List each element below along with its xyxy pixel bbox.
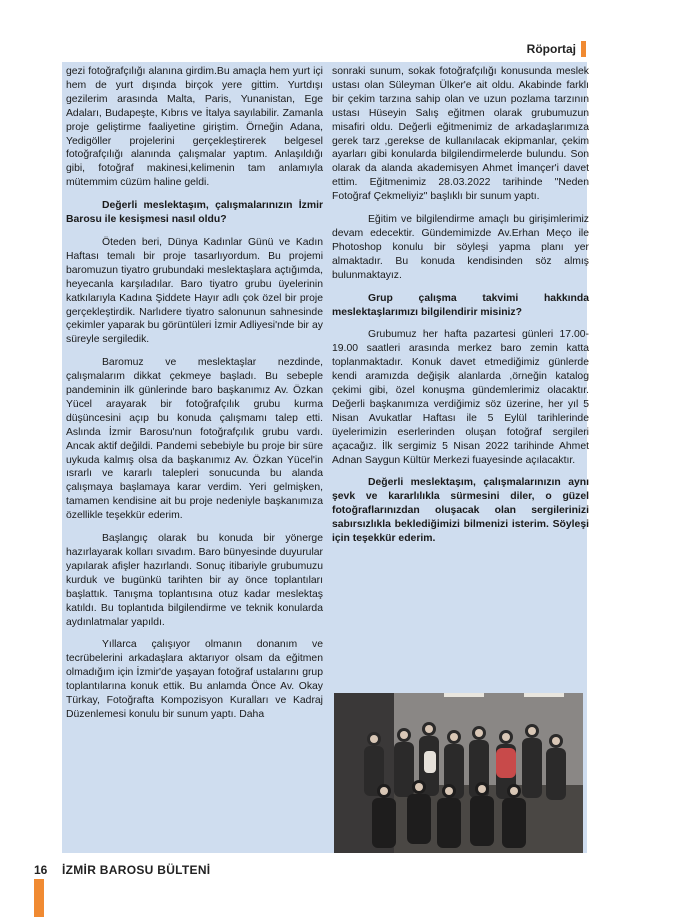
paragraph: sonraki sunum, sokak fotoğrafçılığı konusunda meslek ustası olan Süleyman Ülker'e ait oldu. Akabinde farklı bir çekim tarzına sahip olan ve uzun pozlama tarzının ustası Hüseyin Salış eğitmen olarak grubumuzun misafiri oldu. Değerli eğitmenimiz de arkadaşlarımıza gerek tarz ,gerekse de kullanılacak ekipmanlar, çekim ayarları gibi konularda bilgilendirmelerde bulundu. Son olarak da alanda akademisyen Ahmet İmançer'i davet ettim. Eğitmenimiz 28.03.2022 tarihinde "Neden Fotoğraf Çekmeliyiz" başlıklı bir sunum yaptı.: [332, 66, 589, 203]
paragraph: gezi fotoğrafçılığı alanına girdim.Bu amaçla hem yurt içi hem de yurt dışında birçok yere gittim. Yurtdışı gezilerim arasında Malta, Paris, Yunanistan, Ege Adaları, Budapeşte, Kıbrıs ve İtalya sayılabilir. Zamanla proje geliştirme faaliyetine giriştim. Örneğin Adana, Yedigöller projelerini gerçekleştirerek belgesel fotoğrafçılığı alanında çalışmalar yaptım. Anlaşıldığı gibi, fotoğraf makinesi,kelimenin tam anlamıyla mütemmim cüzüm haline geldi.: [66, 66, 323, 189]
people-silhouettes: [334, 693, 583, 853]
section-label: Röportaj: [526, 42, 576, 56]
publication-title: İZMİR BAROSU BÜLTENİ: [62, 863, 211, 877]
closing-remark: Değerli meslektaşım, çalışmalarınızın aynı şevk ve kararlılıkla sürmesini diler, o güzel fotoğraflarınızdan oluşacak olan sergilerinizi sabırsızlıkla beklediğimizi bilmenizi isterim. Söyleşi için teşekkür ederim.: [332, 477, 589, 545]
page-number: 16: [34, 863, 48, 877]
paragraph: Eğitim ve bilgilendirme amaçlı bu girişimlerimiz devam edecektir. Gündemimizde Av.Erhan Meço ile Photoshop konulu bir söyleşi yapma planı yer almaktadır. Bu konuda kendisinden söz almış bulunmaktayız.: [332, 214, 589, 281]
article-column-left: [66, 65, 323, 731]
paragraph: Başlangıç olarak bu konuda bir yönerge hazırlayarak kolları sıvadım. Baro bünyesinde duyurular yapılarak afişler hazırlandı. Sonuç itibariyle grubumuzu kurduk ve bugünkü tarihten bir ay önce toplantıları başlattık. Tanışma toplantısına otuz kadar meslektaş katıldı. Bu toplantıda bilgilendirme ve teknik konularda aydınlatmalar yapıldı.: [66, 533, 323, 628]
interview-question: Grup çalışma takvimi hakkında meslektaşlarımızı bilgilendirir misiniz?: [332, 292, 589, 318]
paragraph: Öteden beri, Dünya Kadınlar Günü ve Kadın Haftası temalı bir proje tasarlıyordum. Bu projemi baromuzun tiyatro grubundaki meslektaşlara açtığımda, heyecanla karşıladılar. Baro tiyatro grubu üyelerinin katkılarıyla Kadına Şiddete Hayır adlı çok özel bir proje gerçekleştirdik. Narlıdere tiyatro salonunun sahnesinde çekimler yaparak bu görüntüleri İzmir Adliyesi'nde bir ay süreyle sergiledik.: [66, 236, 323, 346]
article-column-right: [332, 65, 589, 555]
section-accent-bar: [581, 41, 586, 57]
footer-accent-bar: [34, 879, 44, 917]
interview-question: Değerli meslektaşım, çalışmalarınızın İzmir Barosu ile kesişmesi nasıl oldu?: [66, 200, 323, 226]
group-photo: [334, 693, 583, 853]
paragraph: Grubumuz her hafta pazartesi günleri 17.00-19.00 saatleri arasında merkez baro zemin katta toplanmaktadır. Konuk davet etmediğimiz günlerde kendi aramızda değişik alanlarda ,örneğin katalog çekimi gibi, özel konuşma gündemlerimiz olacaktır. Değerli başkanımıza verdiğimiz söz üzerine, her yıl 5 Nisan Avukatlar Haftası ile 5 Eylül tarihlerinde üyelerimizin eserlerinden oluşan fotoğraf sergileri açacağız. İlk sergimiz 5 Nisan 2022 tarihinde Ahmet Adnan Saygun Kültür Merkezi fuayesinde açılacaktır.: [332, 329, 589, 466]
paragraph: Yıllarca çalışıyor olmanın donanım ve tecrübelerini arkadaşlara aktarıyor olsam da eğitmen olmadığım için İzmir'de yaşayan fotoğraf ustalarını grup toplantılarına konuk ettik. Bu anlamda Önce Av. Okay Türkay, Fotoğrafta Kompozisyon Kuralları ve Kadraj Düzenlemesi konulu bir sunum yaptı. Daha: [66, 639, 323, 720]
paragraph: Baromuz ve meslektaşlar nezdinde, çalışmalarım dikkat çekmeye başladı. Bu sebeple pandeminin ilk günlerinde baro başkanımız Av. Özkan Yücel arayarak bir fotoğrafçılık grubu kurma düşüncesini açıp bu konuda çalışmamı talep etti. Aslında İzmir Barosu'nun fotoğrafçılık grubu vardı. Ancak aktif değildi. Pandemi sebebiyle bu proje bir süre uykuda kalmış olsa da başkanımız Av. Özkan Yücel'in ısrarlı ve kararlı talepleri sonucunda bu alanda çalışmaya başlamaya karar verdim. Yeri gelmişken, tamamen kendisine ait bu proje nedeniyle başkanımıza özellikle teşekkür ederim.: [66, 357, 323, 522]
